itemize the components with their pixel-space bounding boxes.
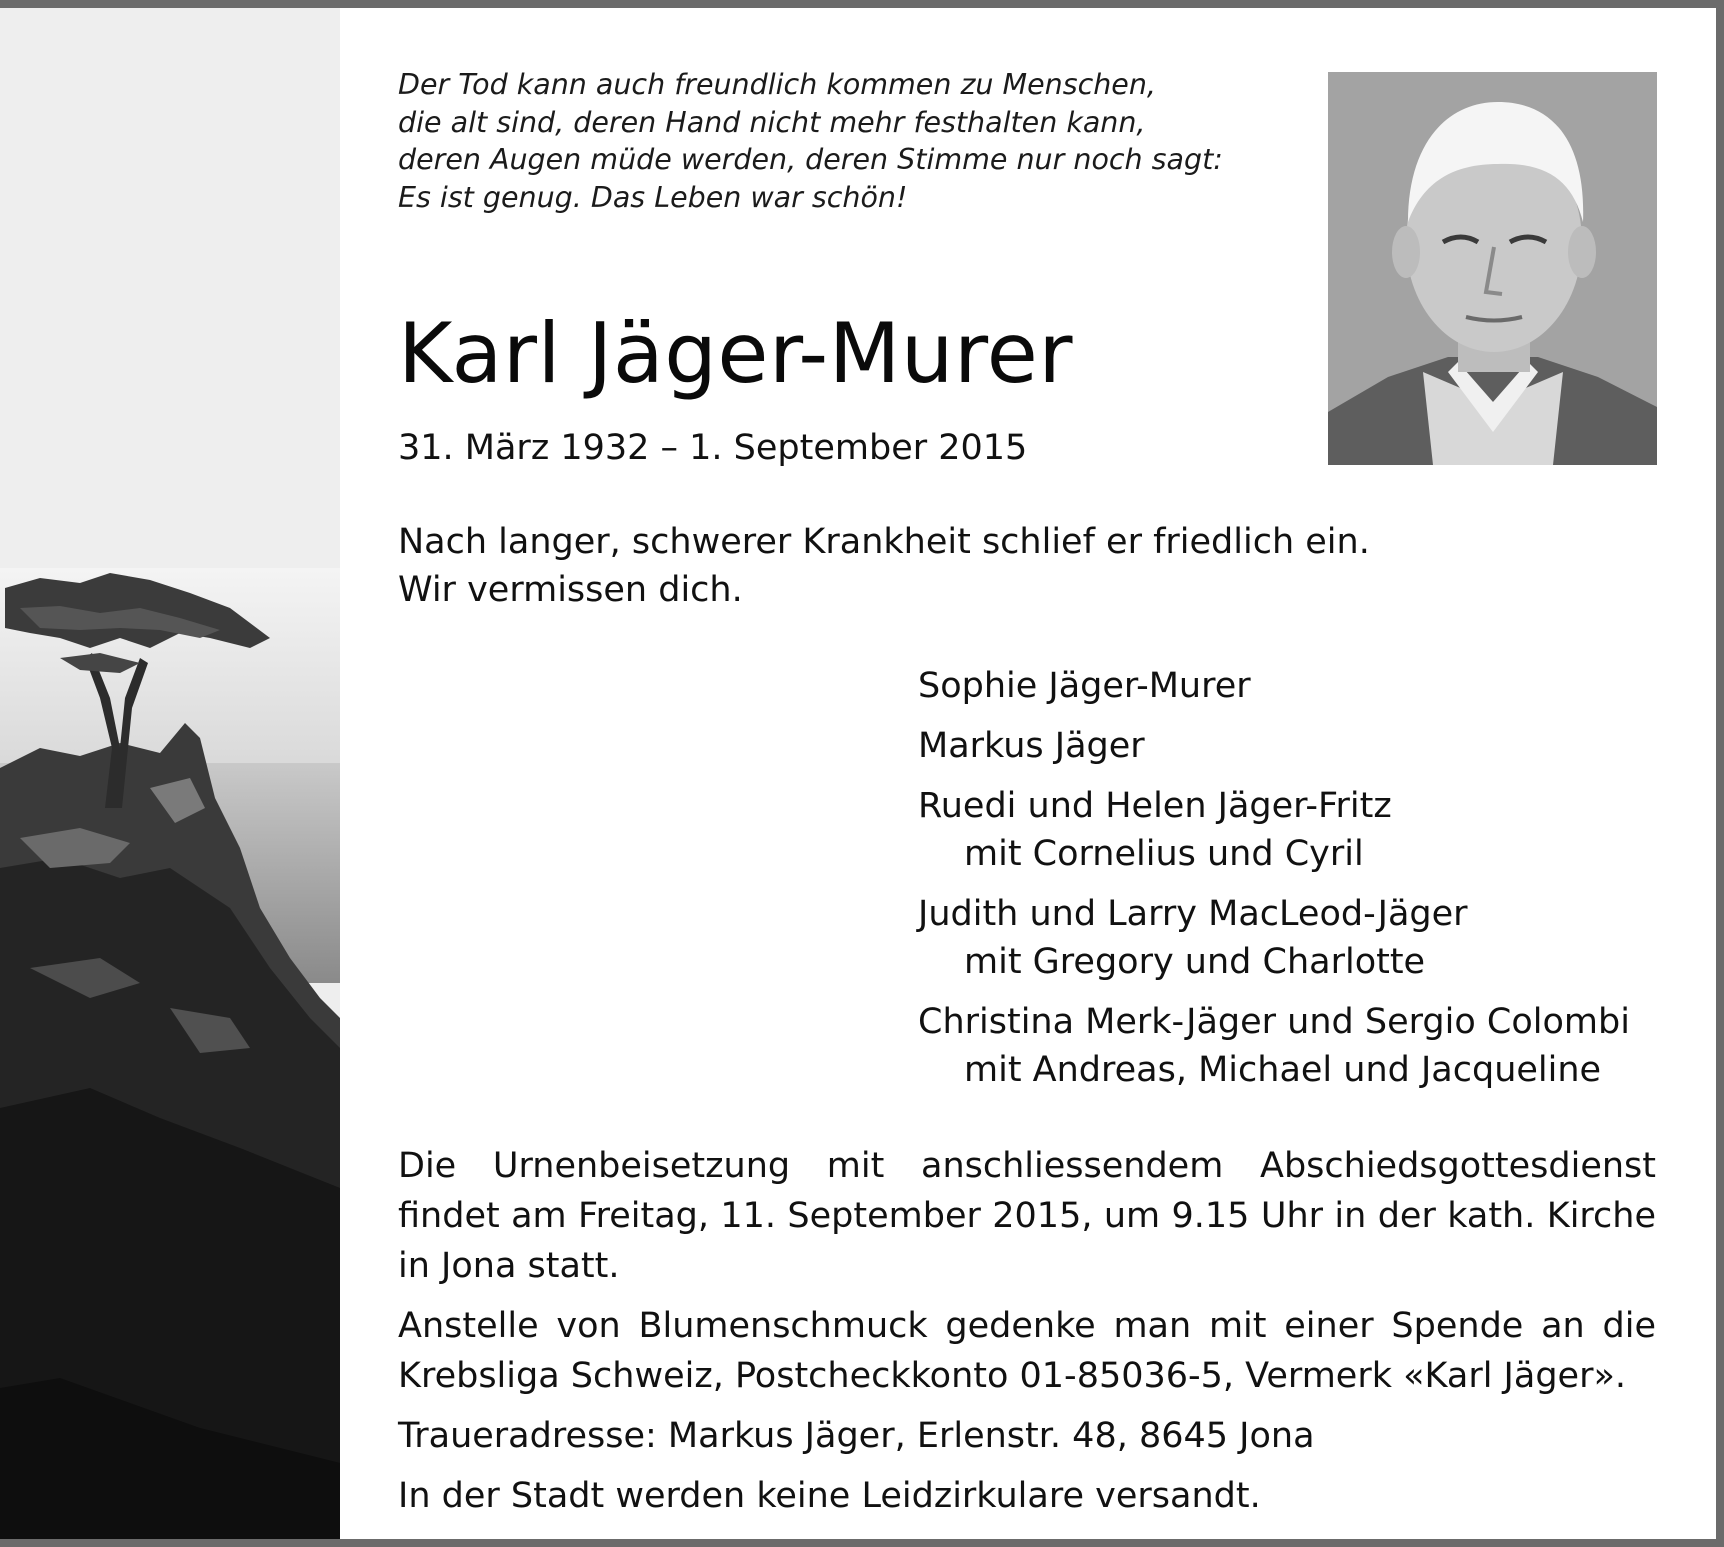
- portrait-illustration: [1328, 72, 1657, 465]
- donation-line: Anstelle von Blumenschmuck gedenke man mit einer Spende an die: [398, 1306, 1656, 1346]
- mourner-entry: [918, 890, 1630, 986]
- mourner-entry: [918, 722, 1630, 770]
- quote-line: deren Augen müde werden, deren Stimme nur noch sagt:: [398, 143, 1223, 176]
- quote-line: Es ist genug. Das Leben war schön!: [398, 180, 908, 214]
- donation-line: Krebsliga Schweiz, Postcheckkonto 01-85036-5, Vermerk «Karl Jäger».: [398, 1356, 1627, 1396]
- service-paragraph: [398, 1141, 1656, 1291]
- quote-line: Der Tod kann auch freundlich kommen zu Menschen,: [398, 68, 1156, 101]
- service-line: in Jona statt.: [398, 1246, 620, 1286]
- mourner-names: Markus Jäger: [918, 726, 1145, 766]
- life-dates: 31. März 1932 – 1. September 2015: [398, 428, 1028, 468]
- mourner-names: Judith und Larry MacLeod-Jäger: [918, 894, 1468, 934]
- memorial-quote: [398, 66, 1278, 216]
- mourners-list: [918, 662, 1630, 1106]
- mourner-children: mit Cornelius und Cyril: [964, 834, 1364, 874]
- closing-information: [398, 1141, 1656, 1531]
- circular-note: In der Stadt werden keine Leidzirkulare versandt.: [398, 1476, 1261, 1516]
- cypress-coast-illustration: [0, 8, 340, 1539]
- message-line: Nach langer, schwerer Krankheit schlief er friedlich ein.: [398, 522, 1370, 562]
- quote-line: die alt sind, deren Hand nicht mehr festhalten kann,: [398, 105, 1146, 139]
- donation-paragraph: [398, 1301, 1656, 1401]
- portrait-photo: [1328, 72, 1657, 465]
- cypress-coast-photo: [0, 8, 340, 1539]
- mourner-names: Christina Merk-Jäger und Sergio Colombi: [918, 1002, 1630, 1042]
- mourner-entry: [918, 998, 1630, 1094]
- message-line: Wir vermissen dich.: [398, 570, 743, 610]
- service-line: findet am Freitag, 11. September 2015, um 9.15 Uhr in der kath. Kirche: [398, 1196, 1656, 1236]
- mourner-names: Ruedi und Helen Jäger-Fritz: [918, 786, 1392, 826]
- mourner-children: mit Gregory und Charlotte: [964, 942, 1426, 982]
- mourning-address: Traueradresse: Markus Jäger, Erlenstr. 48, 8645 Jona: [398, 1416, 1315, 1456]
- mourner-children: mit Andreas, Michael und Jacqueline: [964, 1050, 1602, 1090]
- deceased-name: Karl Jäger-Murer: [398, 305, 1073, 402]
- service-line: Die Urnenbeisetzung mit anschliessendem Abschiedsgottesdienst: [398, 1146, 1656, 1186]
- mourner-entry: [918, 662, 1630, 710]
- mourner-entry: [918, 782, 1630, 878]
- farewell-message: [398, 518, 1370, 614]
- mourner-names: Sophie Jäger-Murer: [918, 666, 1251, 706]
